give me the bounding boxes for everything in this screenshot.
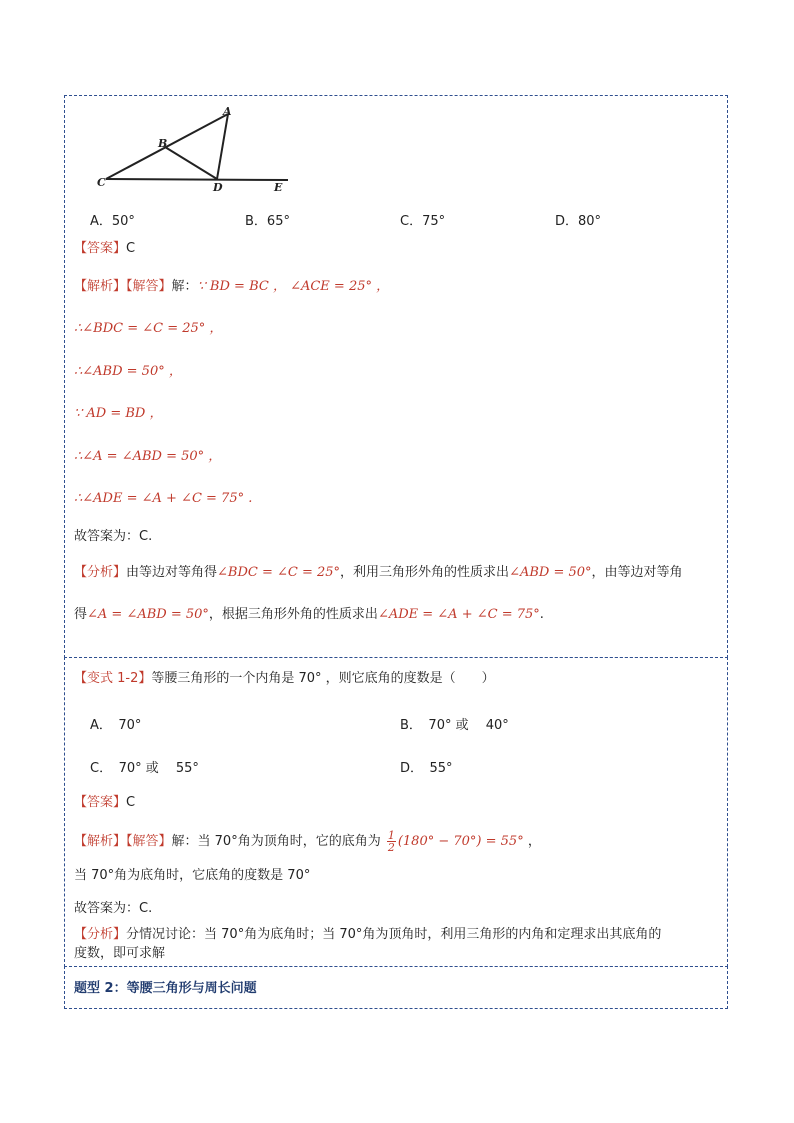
q1-analysis-step4: ∵ AD = BD ， <box>74 406 163 421</box>
q1-conclusion: 故答案为：C. <box>74 529 153 544</box>
q1-analysis-step6: ∴∠ADE = ∠A + ∠C = 75° . <box>74 491 253 506</box>
q2-choice-c: C． 70° 或 55° <box>90 761 199 776</box>
q2-fenxi-line1: 【分析】分情况讨论：当 70°角为底角时；当 70°角为顶角时，利用三角形的内角和定理求出其底角的 <box>74 927 662 942</box>
q2-analysis-line2: 当 70°角为底角时，它底角的度数是 70° <box>74 868 311 883</box>
q2-conclusion: 故答案为：C. <box>74 901 153 916</box>
line-bd <box>165 147 217 179</box>
q1-choice-d: D．80° <box>555 214 602 229</box>
q1-analysis-step2: ∴∠BDC = ∠C = 25° ， <box>74 321 223 336</box>
label-c: C <box>97 176 106 189</box>
q2-analysis: 【解析】【解答】解：当 70°角为顶角时，它的底角为 $\frac{1}{2}$ (180° − 70°) = 55° ， <box>74 829 541 854</box>
fraction: $\frac{1}{2}$ <box>387 829 395 854</box>
question-block-2 <box>64 657 728 967</box>
section-title: 题型 2：等腰三角形与周长问题 <box>74 981 257 996</box>
q1-fenxi-line1: 【分析】由等边对等角得∠BDC = ∠C = 25°，利用三角形外角的性质求出∠ABD = 50°，由等边对等角 <box>74 565 683 580</box>
q2-choice-d: D． 55° <box>400 761 453 776</box>
q2-choice-b: B． 70° 或 40° <box>400 718 509 733</box>
line-ce <box>106 179 288 180</box>
q1-answer: 【答案】C <box>74 241 136 256</box>
q2-choice-a: A． 70° <box>90 718 142 733</box>
label-a: A <box>223 105 232 118</box>
label-e: E <box>274 181 283 194</box>
q1-analysis-step5: ∴∠A = ∠ABD = 50° ， <box>74 449 222 464</box>
q1-analysis-step3: ∴∠ABD = 50° ， <box>74 364 182 379</box>
q2-fenxi-line2: 度数，即可求解 <box>74 946 166 961</box>
q1-fenxi-line2: 得∠A = ∠ABD = 50°，根据三角形外角的性质求出∠ADE = ∠A + ∠C = 75°. <box>74 607 544 622</box>
triangle-figure <box>92 104 302 196</box>
q1-analysis-step1: 【解析】【解答】解：∵ BD = BC ， ∠ACE = 25° ， <box>74 279 390 294</box>
q2-question: 【变式 1-2】等腰三角形的一个内角是 70° ，则它底角的度数是（ ） <box>74 671 495 686</box>
label-b: B <box>158 137 168 150</box>
q1-choice-a: A．50° <box>90 214 135 229</box>
label-d: D <box>213 181 223 194</box>
line-ad <box>217 114 228 179</box>
q1-choice-b: B．65° <box>245 214 290 229</box>
q2-answer: 【答案】C <box>74 795 136 810</box>
q1-choice-c: C．75° <box>400 214 446 229</box>
